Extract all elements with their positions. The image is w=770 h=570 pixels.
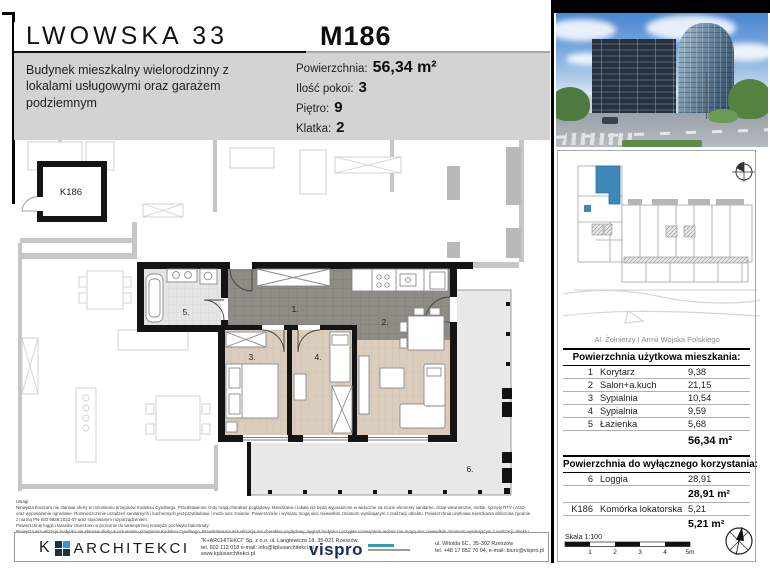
row-no: 1 <box>587 367 593 377</box>
contact-line: ul. Witolda 6C., 35-302 Rzeszów <box>435 541 514 547</box>
row-area: 21,15 <box>688 380 712 390</box>
spec-floor <box>296 99 437 119</box>
row-no: 3 <box>587 393 593 403</box>
vispro-tagline-bars <box>368 544 410 560</box>
row-no: 6 <box>587 474 593 484</box>
spec-staircase-value: 2 <box>336 119 345 136</box>
note-line: z normą PN-ISO 9836:2022-07 oraz stosowanym rozporządzeniem. <box>16 517 149 523</box>
note-line: Powierzchnię loggii i tarasów zmierzono w poziomie do wewnętrznej krawędzi pochwytu balustrady. <box>16 523 210 529</box>
photo-green-median <box>622 140 702 147</box>
usable-area-table <box>563 348 750 447</box>
row-name: Sypialnia <box>600 406 638 416</box>
unit-specs <box>296 59 437 139</box>
footer <box>14 532 549 562</box>
spec-staircase-label: Klatka: <box>296 123 332 135</box>
photo-streetlight <box>706 73 707 119</box>
street-label: Al. Żołnierzy I Armii Wojska Polskiego <box>594 335 720 344</box>
photo-tree <box>556 87 590 121</box>
contact-line: tel. +48 17 852 70 04, e-mail: biuro@vispro.pl <box>435 547 545 554</box>
logo-square <box>63 541 70 548</box>
spec-rooms-label: Ilość pokoi: <box>296 83 354 95</box>
photo-bush <box>708 109 738 123</box>
scale-tick-4: 4 <box>663 549 667 556</box>
row-area: 9,59 <box>688 406 707 416</box>
photo-building-slab <box>592 39 676 121</box>
table-row <box>563 366 750 379</box>
row-name: Korytarz <box>600 367 635 377</box>
apartment-windows <box>243 435 428 442</box>
vispro-tagline-bar <box>368 549 410 552</box>
vispro-contact <box>435 541 544 554</box>
room-label-sypialnia4: 4. <box>314 352 322 362</box>
karchitekci-logo-k: K <box>39 539 51 556</box>
contact-line: www.kplusarchitekci.pl <box>201 551 255 558</box>
building-description: Budynek mieszkalny wielorodzinny z lokalami usługowymi oraz garażem podziemnym <box>26 63 229 110</box>
karchitekci-logo-name: ARCHITEKCI <box>73 539 190 557</box>
table-row <box>563 379 750 392</box>
loggia-subtotal: 28,91 m² <box>563 486 750 503</box>
spec-rooms-value: 3 <box>358 79 367 96</box>
scale-tick-3: 3 <box>638 549 642 556</box>
building-photo <box>556 13 768 147</box>
usable-area-total: 56,34 m² <box>688 435 733 447</box>
room-label-lazienka: 5. <box>182 307 190 317</box>
scale-tick-5: 5m <box>685 549 695 556</box>
unit-id-box <box>306 22 550 53</box>
spec-floor-label: Piętro: <box>296 103 330 115</box>
row-area: 28,91 <box>688 474 712 484</box>
project-title-box <box>14 22 306 53</box>
row-no: 4 <box>587 406 593 416</box>
header-band <box>14 22 550 53</box>
row-area: 10,54 <box>688 393 712 403</box>
spec-rooms <box>296 79 437 99</box>
logo-square <box>55 541 62 548</box>
vispro-logo <box>309 540 410 560</box>
row-name: Salon+a.kuch <box>600 380 657 390</box>
row-no: 5 <box>587 419 593 429</box>
photo-car <box>602 117 618 124</box>
storage-room-label: K186 <box>59 187 83 198</box>
contact-line: "K+ARCHITEKCI" Sp. z o.o. ul. Langiewicza 18, 35-021 Rzeszów, <box>201 538 359 544</box>
row-name: Sypialnia <box>600 393 638 403</box>
row-area: 5,21 <box>688 504 707 514</box>
row-area: 9,38 <box>688 367 707 377</box>
table-row <box>563 503 750 516</box>
logo-square <box>63 549 70 556</box>
spec-area <box>296 59 437 79</box>
notes-heading: Uwagi: <box>16 499 30 504</box>
scale-label: Skala 1:100 <box>565 534 602 541</box>
top-black-bar <box>551 0 770 13</box>
row-name: Komórka lokatorska <box>600 504 683 514</box>
header-grey-panel <box>14 53 550 140</box>
project-title: LWOWSKA 33 <box>26 22 229 50</box>
table-row <box>563 405 750 418</box>
vispro-logo-text: vispro <box>309 540 364 559</box>
spec-staircase <box>296 119 437 139</box>
legal-notes <box>16 499 550 536</box>
logo-square <box>55 549 62 556</box>
table-row <box>563 392 750 405</box>
row-area: 5,68 <box>688 419 707 429</box>
row-name: Łazienka <box>600 419 638 429</box>
room-label-korytarz: 1. <box>291 304 299 314</box>
storage-subtotal: 5,21 m² <box>688 518 725 530</box>
spec-floor-value: 9 <box>334 99 343 116</box>
exclusive-use-table <box>563 455 758 532</box>
vispro-tagline-bar <box>368 544 394 547</box>
room-label-sypialnia3: 3. <box>248 352 256 362</box>
row-no: K186 <box>571 504 593 514</box>
table-row <box>563 418 750 431</box>
room-label-salon: 2. <box>381 317 389 327</box>
note-line: oraz wyposażenie ogrodowe. Rozmieszczenie urządzeń sanitarnych i kuchennych jest przykładowe i może ulec zmianie. Powierzchnie i wymiary mogą ulec niewielkim zmianom wynikającym z realizacji obiektu. Powierzchnia użytkowa mieszkania obliczona zgodnie <box>16 511 531 517</box>
exclusive-use-table-title: Powierzchnia do wyłącznego korzystania: <box>563 455 750 473</box>
karchitekci-logo-squares-icon <box>55 541 70 556</box>
row-no: 2 <box>587 380 593 390</box>
usable-area-table-title: Powierzchnia użytkowa mieszkania: <box>563 348 750 366</box>
karchitekci-logo <box>39 539 190 557</box>
note-line: Niniejsza wizualizacja budynku nie stanowi oferty w rozumieniu przepisów Kodeksu Cywilnego. Przedstawiona wizualizacja ma charakter poglądowy, wygląd budynku i przyjęte rozwiązania techniczne mogą ulec niewielkim zmianom wynikającym z realizacji obiektu. <box>16 529 530 535</box>
unit-id: M186 <box>320 21 392 51</box>
scale-tick-2: 2 <box>613 549 617 556</box>
spec-area-value: 56,34 m² <box>372 59 437 76</box>
photo-building-accents <box>592 39 676 121</box>
note-line: Niniejsza broszura nie stanowi oferty w rozumieniu przepisów Kodeksu Cywilnego. Przedstawione rzuty mają charakter poglądowy. Mieszkanie i lokale nie będą wyposażone w widoczne na rzucie elementy sanitarne, drzwi wewnętrzne, meble, sprzęty RTV i AGD <box>16 505 525 511</box>
scale-tick-1: 1 <box>588 549 592 556</box>
room-label-loggia: 6. <box>466 464 474 474</box>
column-divider <box>551 0 554 563</box>
photo-cloud <box>556 19 616 41</box>
contact-line: tel. 602 112 018 e-mail: info@kplusarchitekci.pl <box>201 544 314 551</box>
row-name: Loggia <box>600 474 628 484</box>
table-row <box>563 473 750 486</box>
spec-area-label: Powierzchnia: <box>296 63 368 75</box>
